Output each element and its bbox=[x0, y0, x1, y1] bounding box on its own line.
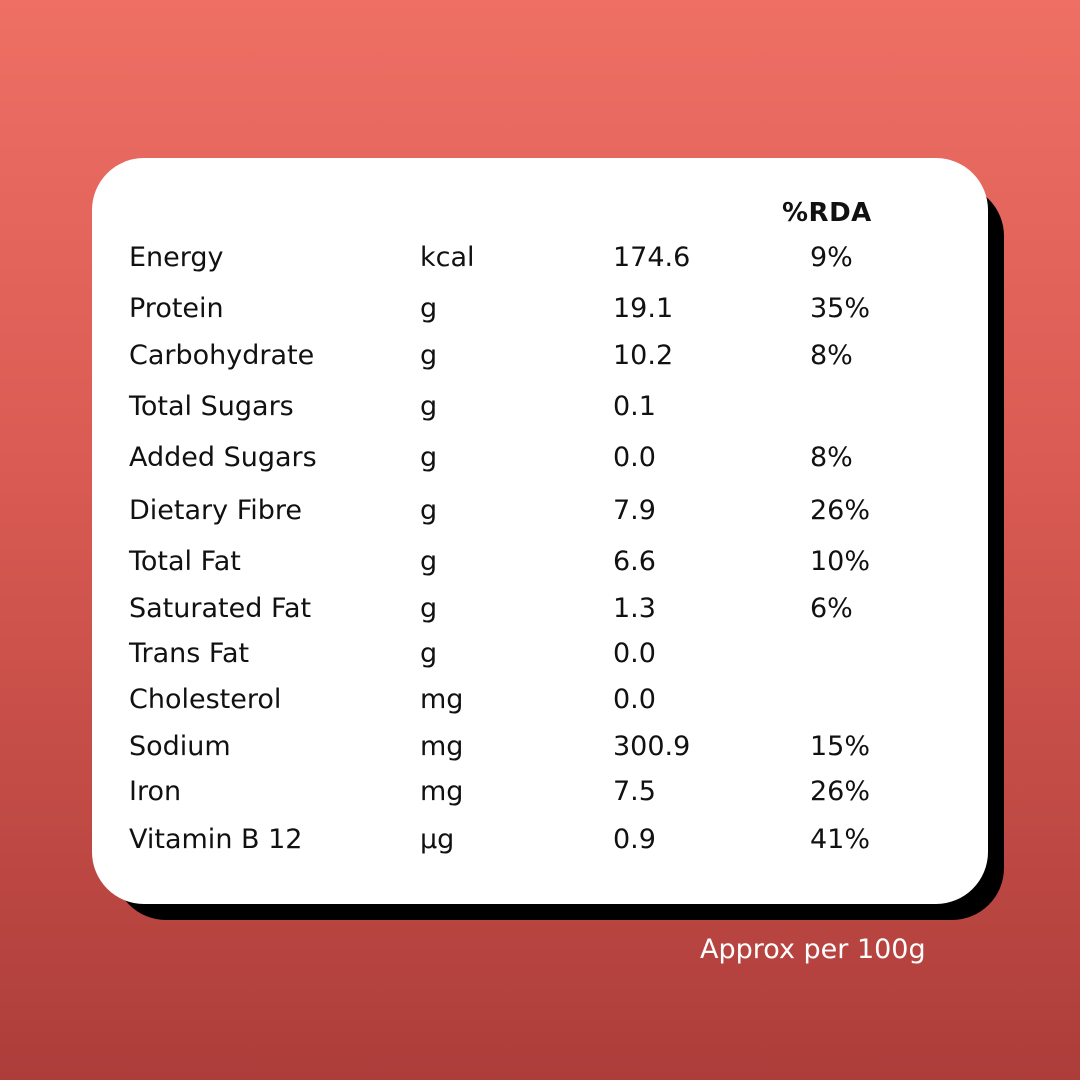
nutrient-unit: kcal bbox=[420, 242, 475, 273]
nutrient-value: 300.9 bbox=[613, 731, 691, 762]
nutrient-value: 6.6 bbox=[613, 546, 656, 577]
nutrient-name: Vitamin B 12 bbox=[129, 824, 303, 855]
nutrient-rda: 10% bbox=[810, 546, 871, 577]
nutrient-unit: mg bbox=[420, 684, 464, 715]
nutrient-unit: g bbox=[420, 546, 438, 577]
serving-footnote: Approx per 100g bbox=[700, 934, 926, 965]
rda-column-header: %RDA bbox=[782, 198, 872, 228]
nutrient-value: 0.1 bbox=[613, 391, 656, 422]
nutrient-name: Dietary Fibre bbox=[129, 495, 303, 526]
nutrient-rda: 8% bbox=[810, 442, 853, 473]
nutrient-unit: g bbox=[420, 293, 438, 324]
nutrient-value: 7.9 bbox=[613, 495, 656, 526]
nutrient-value: 0.0 bbox=[613, 638, 656, 669]
nutrient-name: Added Sugars bbox=[129, 442, 317, 473]
nutrition-row-protein bbox=[0, 291, 1080, 327]
nutrient-rda: 26% bbox=[810, 495, 871, 526]
nutrient-unit: mg bbox=[420, 776, 464, 807]
nutrient-name: Trans Fat bbox=[129, 638, 250, 669]
nutrient-rda: 15% bbox=[810, 731, 871, 762]
nutrition-row-saturated-fat bbox=[0, 591, 1080, 627]
nutrition-row-dietary-fibre bbox=[0, 493, 1080, 529]
nutrient-name: Carbohydrate bbox=[129, 340, 315, 371]
nutrient-value: 19.1 bbox=[613, 293, 674, 324]
nutrient-value: 174.6 bbox=[613, 242, 691, 273]
nutrition-row-iron bbox=[0, 774, 1080, 810]
nutrient-unit: g bbox=[420, 442, 438, 473]
nutrition-row-trans-fat bbox=[0, 636, 1080, 672]
nutrient-unit: mg bbox=[420, 731, 464, 762]
nutrient-name: Total Sugars bbox=[129, 391, 294, 422]
nutrient-unit: g bbox=[420, 391, 438, 422]
nutrient-name: Saturated Fat bbox=[129, 593, 312, 624]
nutrition-row-energy bbox=[0, 240, 1080, 276]
nutrient-value: 0.0 bbox=[613, 684, 656, 715]
nutrient-value: 1.3 bbox=[613, 593, 656, 624]
nutrition-row-total-fat bbox=[0, 544, 1080, 580]
nutrition-row-vitamin-b12 bbox=[0, 822, 1080, 858]
nutrition-row-total-sugars bbox=[0, 389, 1080, 425]
nutrient-rda: 41% bbox=[810, 824, 871, 855]
nutrient-value: 10.2 bbox=[613, 340, 674, 371]
nutrient-name: Iron bbox=[129, 776, 182, 807]
nutrient-name: Energy bbox=[129, 242, 224, 273]
nutrition-row-cholesterol bbox=[0, 682, 1080, 718]
nutrient-name: Sodium bbox=[129, 731, 231, 762]
nutrient-unit: g bbox=[420, 593, 438, 624]
nutrient-value: 0.0 bbox=[613, 442, 656, 473]
nutrition-row-sodium bbox=[0, 729, 1080, 765]
nutrient-unit: g bbox=[420, 495, 438, 526]
nutrient-rda: 8% bbox=[810, 340, 853, 371]
nutrient-unit: g bbox=[420, 638, 438, 669]
nutrition-row-carbohydrate bbox=[0, 338, 1080, 374]
nutrient-value: 0.9 bbox=[613, 824, 656, 855]
nutrient-unit: µg bbox=[420, 824, 455, 855]
nutrition-row-added-sugars bbox=[0, 440, 1080, 476]
nutrient-name: Total Fat bbox=[129, 546, 241, 577]
nutrient-rda: 6% bbox=[810, 593, 853, 624]
nutrient-rda: 35% bbox=[810, 293, 871, 324]
nutrient-rda: 26% bbox=[810, 776, 871, 807]
nutrient-name: Protein bbox=[129, 293, 224, 324]
nutrient-rda: 9% bbox=[810, 242, 853, 273]
nutrient-value: 7.5 bbox=[613, 776, 656, 807]
nutrient-unit: g bbox=[420, 340, 438, 371]
nutrient-name: Cholesterol bbox=[129, 684, 282, 715]
